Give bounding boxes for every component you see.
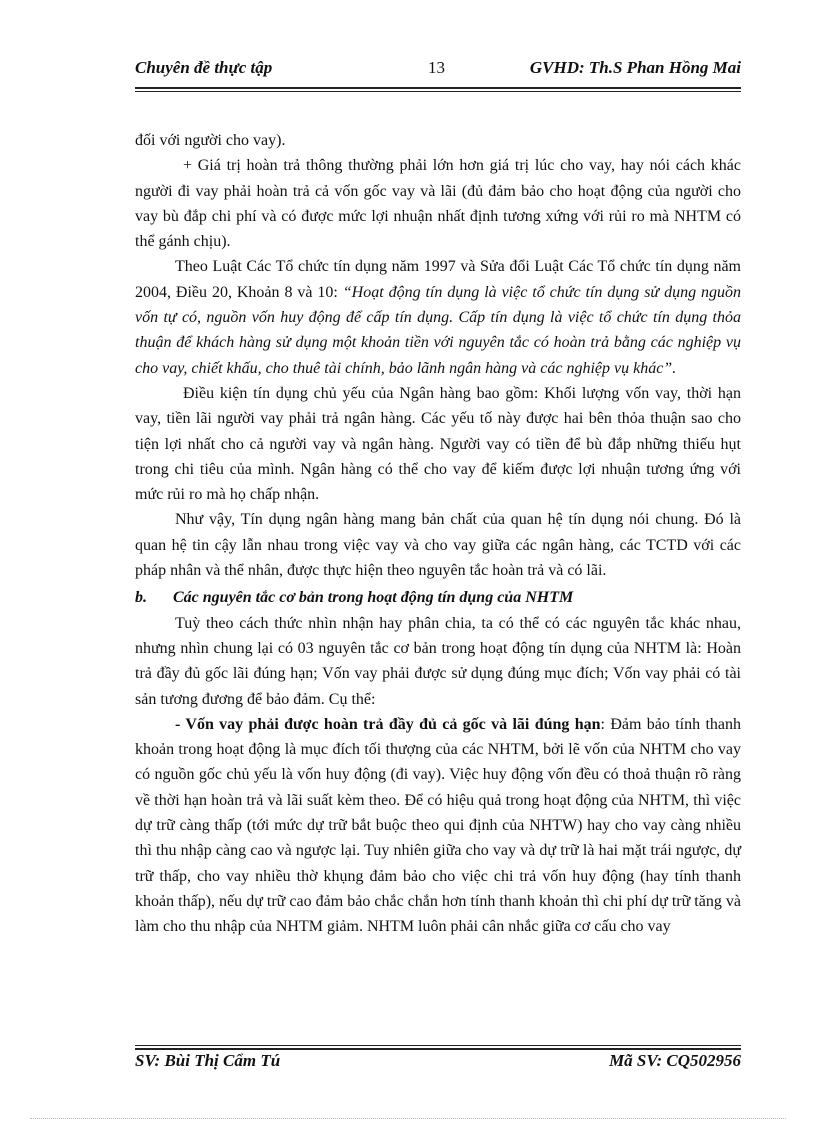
section-title: Các nguyên tắc cơ bản trong hoạt động tín dụng của NHTM (173, 589, 574, 607)
law-intro-text: Theo Luật Các Tổ chức tín dụng năm 1997 và Sửa đổi Luật Các Tổ chức tín dụng năm 2004, Điều 20, Khoản 8 và 10: (135, 258, 741, 301)
paragraph-principle-repayment (135, 712, 741, 940)
paragraph-repayment-value: + Giá trị hoàn trả thông thường phải lớn hơn giá trị lúc cho vay, hay nói cách khác người đi vay phải hoàn trả cả vốn gốc vay và lãi (đủ đảm bảo cho hoạt động của người cho vay bù đắp chi phí và có được mức lợi nhuận nhất định tương xứng với rủi ro mà NHTM có thể gánh chịu). (135, 157, 741, 251)
footer-student-name: SV: Bùi Thị Cẩm Tú (135, 1051, 281, 1070)
header-document-type: Chuyên đề thực tập (135, 58, 273, 77)
paragraph-credit-nature: Như vậy, Tín dụng ngân hàng mang bản chất của quan hệ tín dụng nói chung. Đó là quan hệ tin cậy lẫn nhau trong việc vay và cho vay giữa các ngân hàng, các TCTD với các pháp nhân và thể nhân, được thực hiện theo nguyên tắc hoàn trả và có lãi. (135, 511, 741, 580)
paragraph-continuation: đối với người cho vay). (135, 132, 286, 149)
header-rule (135, 87, 741, 92)
principle-body: : Đảm bảo tính thanh khoản trong hoạt động là mục đích tối thượng của các NHTM, bởi lẽ vốn của NHTM cho vay có nguồn gốc chủ yếu là vốn huy động (đi vay). Việc huy động vốn đều có thoả thuận rõ ràng về thời hạn hoàn trả và lãi suất kèm theo. Để có hiệu quả trong hoạt động của NHTM, thì việc dự trữ càng thấp (tới mức dự trữ bắt buộc theo qui định của NHTW) hay cho vay càng nhiều thì thu nhập càng cao và ngược lại. Tuy nhiên giữa cho vay và dự trữ là hai mặt trái ngược, dự trữ thấp, cho vay nhiều thờ khụng đảm bảo cho việc chi trả vốn huy động (hay tính thanh khoản thấp), nếu dự trữ cao đảm bảo chắc chắn hơn tính thanh khoản thì chi phí dự trữ tăng và làm cho thu nhập của NHTM giảm. NHTM luôn phải cân nhắc giữa cơ cấu cho vay (135, 715, 741, 936)
section-heading (135, 585, 741, 610)
paragraph-principles-intro: Tuỳ theo cách thức nhìn nhận hay phân chia, ta có thể có các nguyên tắc khác nhau, nhưng nhìn chung lại có 03 nguyên tắc cơ bản trong hoạt động tín dụng của NHTM là: Hoàn trả đầy đủ gốc lãi đúng hạn; Vốn vay phải được sử dụng đúng mục đích; Vốn vay phải có tài sản tương đương để bảo đảm. Cụ thể: (135, 614, 741, 708)
footer-student-id: Mã SV: CQ502956 (609, 1051, 741, 1070)
principle-title: - Vốn vay phải được hoàn trả đầy đủ cả gốc và lãi đúng hạn (175, 715, 601, 733)
page-header (135, 58, 741, 86)
section-number: b. (135, 589, 147, 607)
header-supervisor: GVHD: Th.S Phan Hồng Mai (529, 58, 741, 77)
footer-rule (135, 1045, 741, 1050)
page-bottom-dotted-line (30, 1118, 786, 1119)
paragraph-credit-conditions: Điều kiện tín dụng chủ yếu của Ngân hàng bao gồm: Khối lượng vốn vay, thời hạn vay, tiền lãi người vay phải trả ngân hàng. Các yếu tố này được hai bên thỏa thuận sao cho tiện lợi nhất cho cả người vay và ngân hàng. Người vay có tiền để bù đắp những thiếu hụt trong chi tiêu của mình. Ngân hàng có thể cho vay để kiếm được lợi nhuận tương ứng với mức rủi ro mà họ chấp nhận. (135, 384, 741, 504)
page-number: 13 (428, 58, 445, 77)
page-footer (135, 1051, 741, 1071)
page-body (135, 128, 741, 940)
paragraph-law-definition (135, 254, 741, 380)
law-quote-text: “Hoạt động tín dụng là việc tổ chức tín dụng sử dụng nguồn vốn tự có, nguồn vốn huy động để cấp tín dụng. Cấp tín dụng là việc tổ chức tín dụng thỏa thuận để khách hàng sử dụng một khoản tiền với nguyên tắc có hoàn trả bằng các nghiệp vụ cho vay, chiết khấu, cho thuê tài chính, bảo lãnh ngân hàng và các nghiệp vụ khác”. (135, 283, 741, 377)
